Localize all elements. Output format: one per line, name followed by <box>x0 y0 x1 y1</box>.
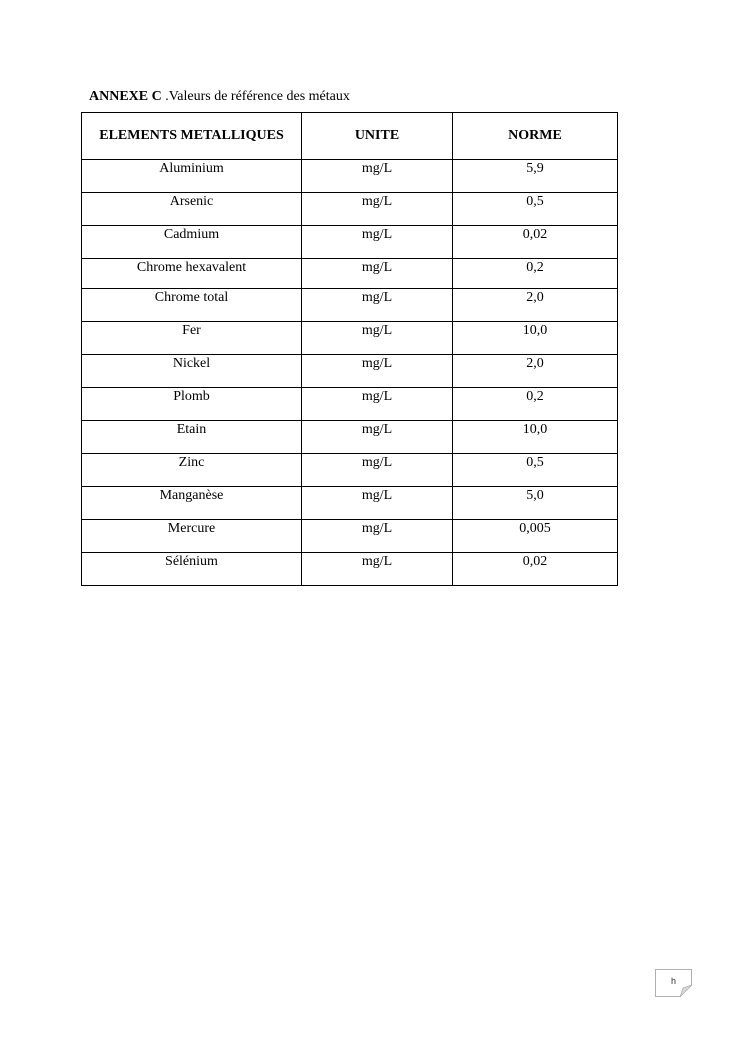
unit-cell: mg/L <box>302 226 453 259</box>
element-cell: Fer <box>82 322 302 355</box>
norm-cell: 5,9 <box>453 160 618 193</box>
norm-cell: 0,2 <box>453 388 618 421</box>
norm-cell: 2,0 <box>453 289 618 322</box>
unit-cell: mg/L <box>302 289 453 322</box>
unit-cell: mg/L <box>302 259 453 289</box>
element-cell: Nickel <box>82 355 302 388</box>
table-row <box>82 421 618 454</box>
annex-label: ANNEXE C <box>89 89 162 104</box>
table-row <box>82 226 618 259</box>
unit-cell: mg/L <box>302 388 453 421</box>
element-cell: Sélénium <box>82 553 302 586</box>
element-cell: Arsenic <box>82 193 302 226</box>
unit-cell: mg/L <box>302 355 453 388</box>
norm-cell: 2,0 <box>453 355 618 388</box>
page-number: h <box>670 976 676 986</box>
norm-cell: 10,0 <box>453 322 618 355</box>
norm-cell: 10,0 <box>453 421 618 454</box>
header-elements: ELEMENTS METALLIQUES <box>82 113 302 160</box>
norm-cell: 0,02 <box>453 226 618 259</box>
page-number-box <box>655 969 692 997</box>
element-cell: Chrome hexavalent <box>82 259 302 289</box>
element-cell: Mercure <box>82 520 302 553</box>
element-cell: Manganèse <box>82 487 302 520</box>
annex-title: .Valeurs de référence des métaux <box>161 89 350 104</box>
unit-cell: mg/L <box>302 520 453 553</box>
table-row <box>82 160 618 193</box>
element-cell: Cadmium <box>82 226 302 259</box>
unit-cell: mg/L <box>302 160 453 193</box>
table-row <box>82 322 618 355</box>
unit-cell: mg/L <box>302 553 453 586</box>
unit-cell: mg/L <box>302 193 453 226</box>
element-cell: Etain <box>82 421 302 454</box>
table-row <box>82 454 618 487</box>
table-header-row <box>82 113 618 160</box>
table-row <box>82 520 618 553</box>
norm-cell: 0,5 <box>453 454 618 487</box>
unit-cell: mg/L <box>302 421 453 454</box>
table-row <box>82 193 618 226</box>
metals-reference-table <box>81 112 618 586</box>
norm-cell: 0,02 <box>453 553 618 586</box>
norm-cell: 0,2 <box>453 259 618 289</box>
table-row <box>82 553 618 586</box>
table-row <box>82 388 618 421</box>
unit-cell: mg/L <box>302 322 453 355</box>
element-cell: Aluminium <box>82 160 302 193</box>
norm-cell: 5,0 <box>453 487 618 520</box>
annex-caption <box>89 88 350 106</box>
norm-cell: 0,005 <box>453 520 618 553</box>
table-row <box>82 487 618 520</box>
element-cell: Zinc <box>82 454 302 487</box>
header-norm: NORME <box>453 113 618 160</box>
unit-cell: mg/L <box>302 487 453 520</box>
unit-cell: mg/L <box>302 454 453 487</box>
table-row <box>82 259 618 289</box>
table-row <box>82 355 618 388</box>
page-fold-icon <box>680 985 692 997</box>
norm-cell: 0,5 <box>453 193 618 226</box>
element-cell: Plomb <box>82 388 302 421</box>
header-unit: UNITE <box>302 113 453 160</box>
element-cell: Chrome total <box>82 289 302 322</box>
table-row <box>82 289 618 322</box>
